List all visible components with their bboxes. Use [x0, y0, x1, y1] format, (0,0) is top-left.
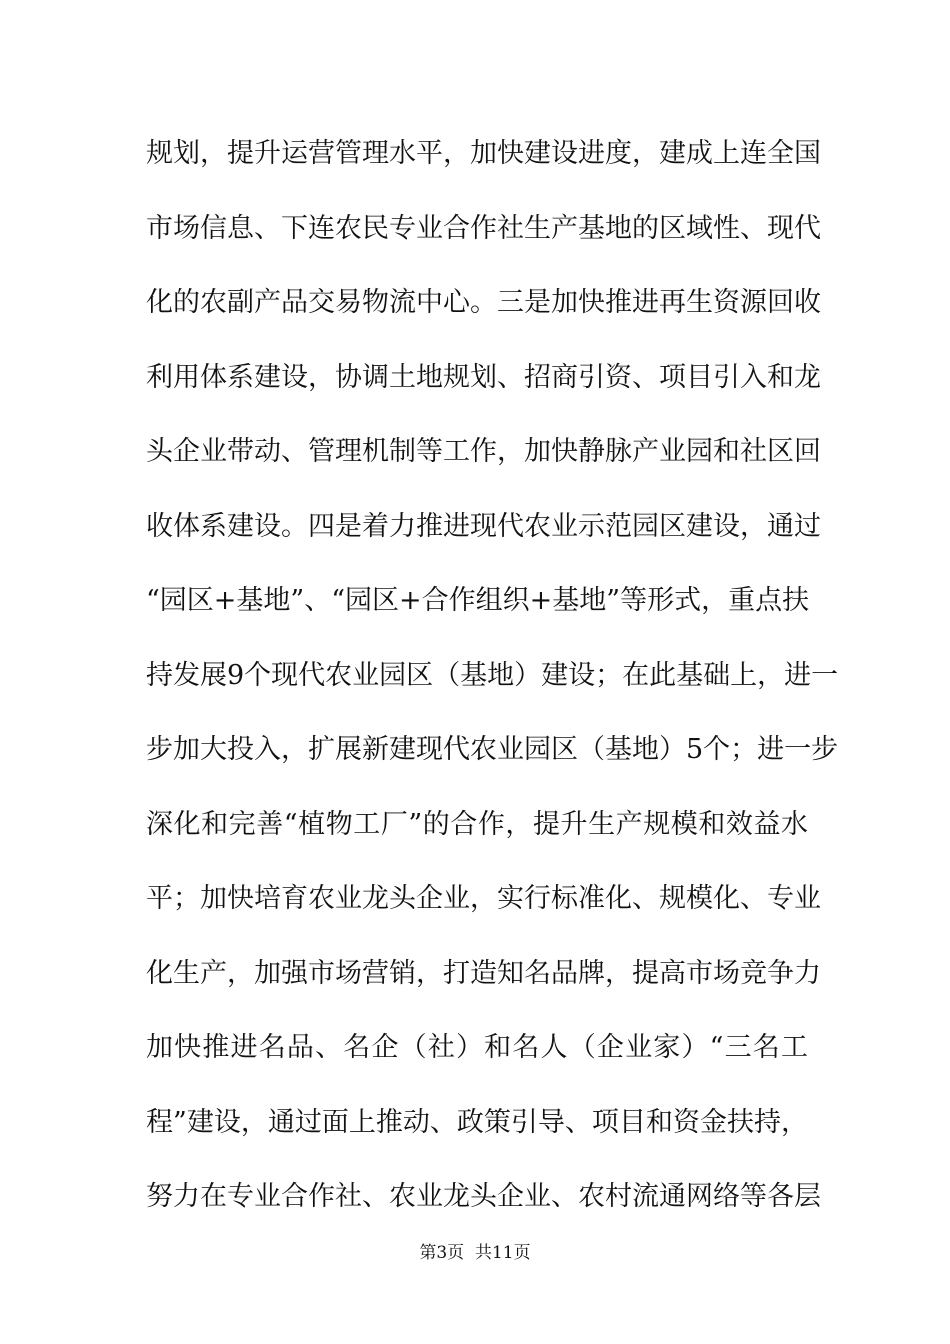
text-line: 加快推进名品、名企（社）和名人（企业家）“三名工	[146, 1032, 808, 1063]
text-line: 化生产，加强市场营销，打造知名品牌，提高市场竞争力	[146, 957, 821, 989]
text-line: 规划，提升运营管理水平，加快建设进度，建成上连全国	[146, 138, 821, 169]
text-line: 努力在专业合作社、农业龙头企业、农村流通网络等各层	[146, 1181, 821, 1212]
body-text	[146, 134, 839, 1252]
text-line: 利用体系建设，协调土地规划、招商引资、项目引入和龙	[146, 361, 821, 393]
text-line: 平；加快培育农业龙头企业，实行标准化、规模化、专业	[146, 883, 821, 914]
text-line: 程”建设，通过面上推动、政策引导、项目和资金扶持，	[146, 1106, 808, 1138]
text-line: 步加大投入，扩展新建现代农业园区（基地）5个；进一步	[146, 734, 839, 765]
text-line: 收体系建设。四是着力推进现代农业示范园区建设，通过	[146, 510, 821, 542]
text-line: 头企业带动、管理机制等工作，加快静脉产业园和社区回	[146, 436, 821, 467]
text-line: “园区+基地”、“园区+合作组织+基地”等形式，重点扶	[146, 585, 810, 616]
text-line: 市场信息、下连农民专业合作社生产基地的区域性、现代	[146, 212, 821, 244]
page-number: 第3页 共11页	[419, 1243, 531, 1263]
text-line: 持发展9个现代农业园区（基地）建设；在此基础上，进一	[146, 659, 839, 691]
text-line: 化的农副产品交易物流中心。三是加快推进再生资源回收	[146, 287, 821, 318]
text-line: 深化和完善“植物工厂”的合作，提升生产规模和效益水	[146, 808, 808, 840]
